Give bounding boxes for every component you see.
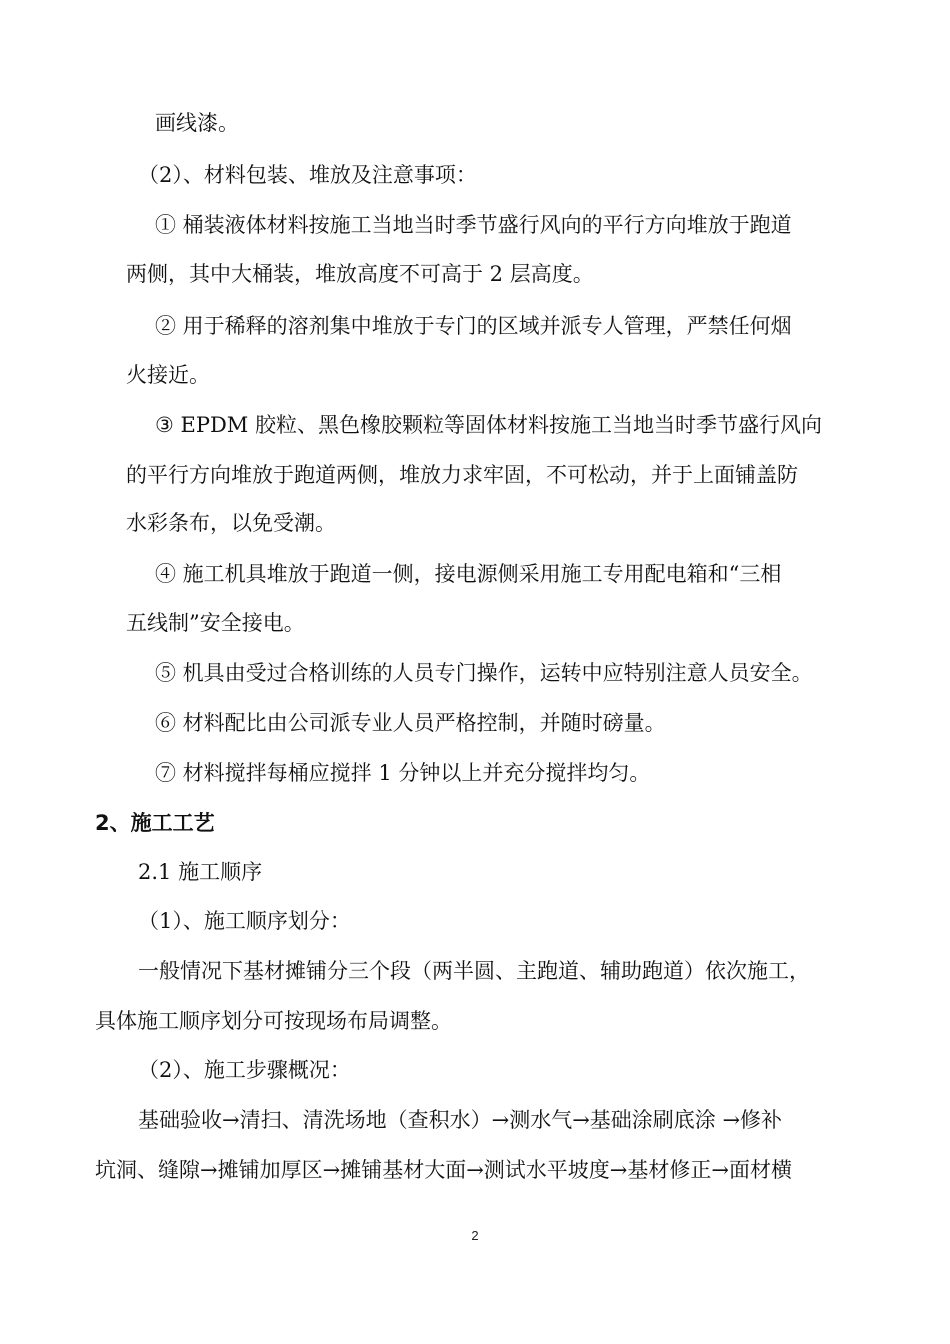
paragraph-line-2: 坑洞、缝隙→摊铺加厚区→摊铺基材大面→测试水平坡度→基材修正→面材横 bbox=[95, 1158, 792, 1182]
section-subheading: （2）、施工步骤概况： bbox=[138, 1058, 351, 1082]
section-subheading: （2）、材料包装、堆放及注意事项： bbox=[138, 163, 477, 187]
paragraph-line-2: 具体施工顺序划分可按现场布局调整。 bbox=[95, 1009, 452, 1033]
list-item-6: ⑥ 材料配比由公司派专业人员严格控制，并随时磅量。 bbox=[155, 711, 666, 735]
section-subheading: （1）、施工顺序划分： bbox=[138, 909, 351, 933]
list-item-1-line-2: 两侧，其中大桶装，堆放高度不可高于 2 层高度。 bbox=[126, 262, 594, 286]
list-item-3-line-1: ③ EPDM 胶粒、黑色橡胶颗粒等固体材料按施工当地当时季节盛行风向 bbox=[155, 413, 822, 437]
subsection-heading: 2.1 施工顺序 bbox=[138, 860, 263, 884]
paragraph-line-1: 一般情况下基材摊铺分三个段（两半圆、主跑道、辅助跑道）依次施工， bbox=[138, 959, 810, 983]
list-item-1-line-1: ① 桶装液体材料按施工当地当时季节盛行风向的平行方向堆放于跑道 bbox=[155, 213, 792, 237]
page-number: 2 bbox=[471, 1228, 479, 1243]
list-item-7: ⑦ 材料搅拌每桶应搅拌 1 分钟以上并充分搅拌均匀。 bbox=[155, 761, 651, 785]
list-item-3-line-3: 水彩条布，以免受潮。 bbox=[126, 511, 336, 535]
list-item-2-line-2: 火接近。 bbox=[126, 363, 210, 387]
list-item-3-line-2: 的平行方向堆放于跑道两侧，堆放力求牢固，不可松动，并于上面铺盖防 bbox=[126, 463, 798, 487]
list-item-5: ⑤ 机具由受过合格训练的人员专门操作，运转中应特别注意人员安全。 bbox=[155, 661, 813, 685]
paragraph-line-1: 基础验收→清扫、清洗场地（查积水）→测水气→基础涂刷底涂 →修补 bbox=[138, 1108, 783, 1132]
list-item-4-line-2: 五线制”安全接电。 bbox=[126, 611, 305, 635]
text-line: 画线漆。 bbox=[155, 111, 239, 135]
list-item-4-line-1: ④ 施工机具堆放于跑道一侧，接电源侧采用施工专用配电箱和“三相 bbox=[155, 562, 782, 586]
section-heading: 2、施工工艺 bbox=[95, 811, 215, 835]
list-item-2-line-1: ② 用于稀释的溶剂集中堆放于专门的区域并派专人管理，严禁任何烟 bbox=[155, 314, 792, 338]
